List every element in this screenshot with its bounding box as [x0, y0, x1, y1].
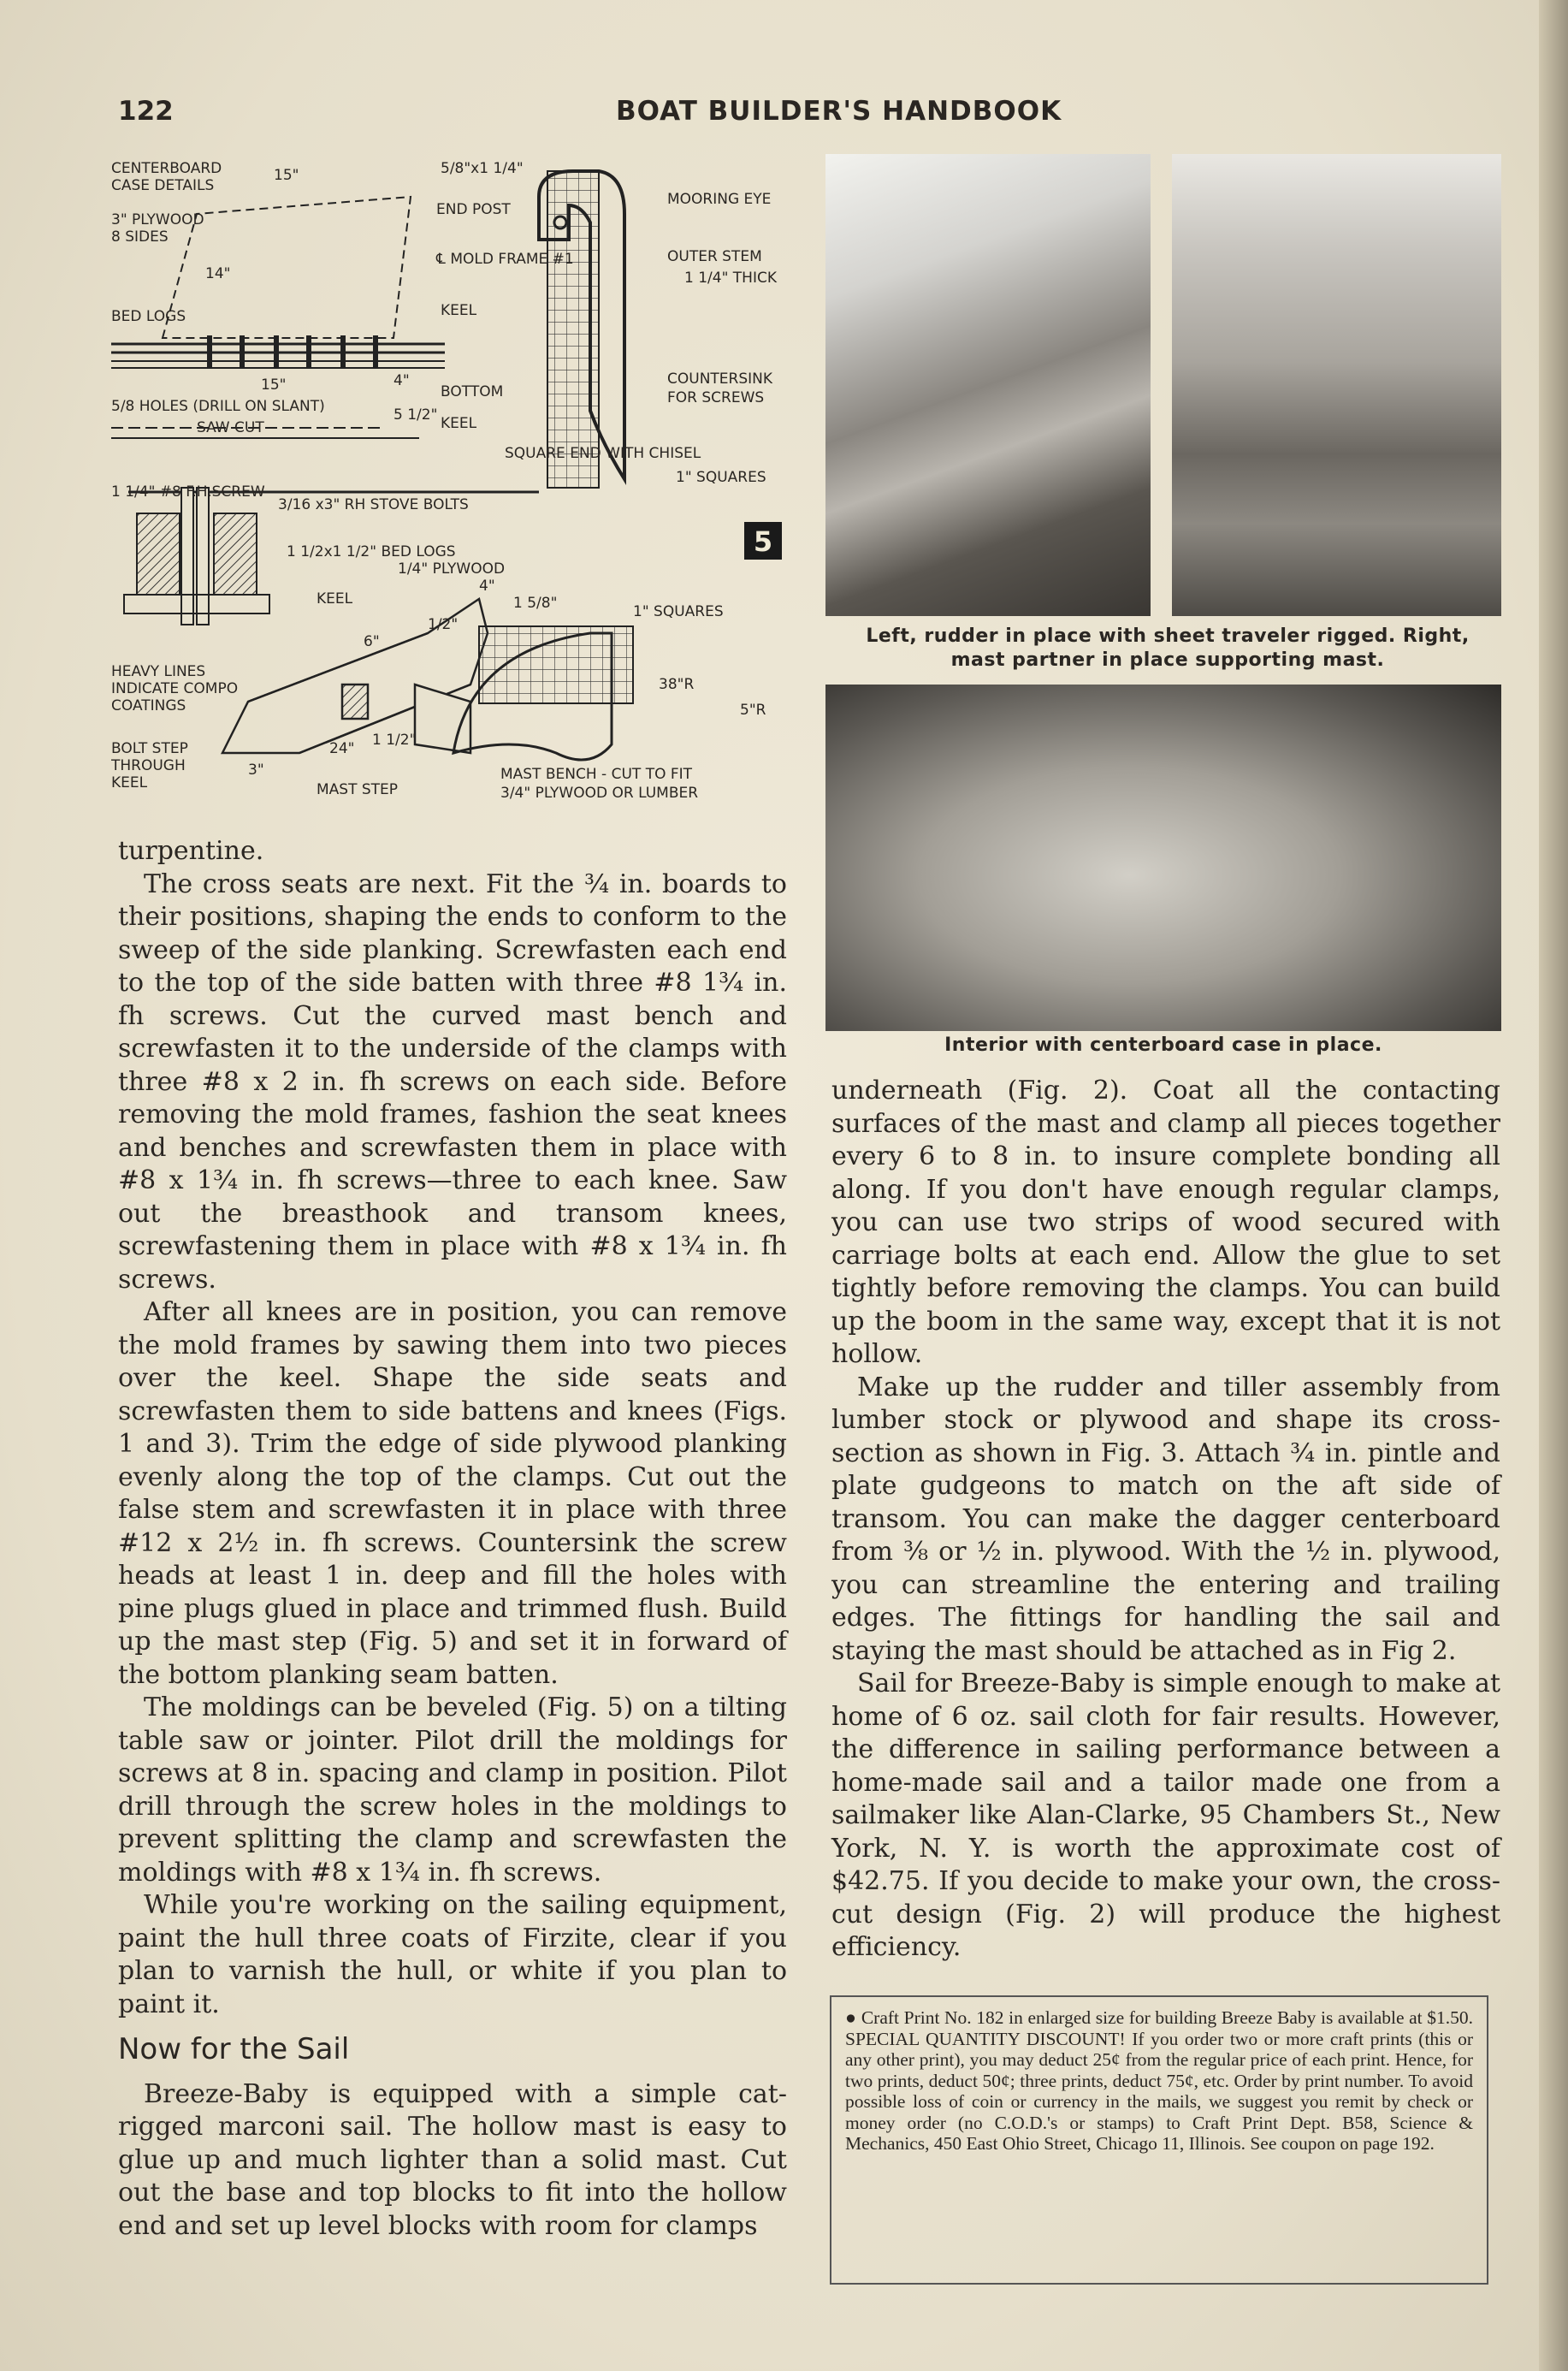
paragraph: underneath (Fig. 2). Coat all the contacting surfaces of the mast and clamp all pieces together every 6 to 8 in. to insure complete bonding all along. If you don't have enough regular clamps, you can use two strips of wood secured with carriage bolts at each end. Allow the glue to set tightly before removing the clamps. You can build up the boom in the same way, except that it is not hollow.	[831, 1076, 1500, 1369]
label-stove-bolts: 3/16 x3" RH STOVE BOLTS	[278, 496, 469, 513]
label-dim-3: 3"	[248, 762, 264, 779]
label-keel-3: KEEL	[317, 590, 353, 608]
left-column	[118, 835, 787, 2243]
paragraph: After all knees are in position, you can remove the mold frames by sawing them into two pieces over the keel. Shape the side seats and screwfasten them to side battens and knees (Figs. 1 and 3). Trim the edge of side plywood planking evenly along the top of the clamps. Cut out the false stem and screwfasten it in place with three #12 x 2½ in. fh screws. Countersink the screw heads at least 1 in. deep and fill the holes with pine plugs glued in place and trimmed flush. Build up the mast step (Fig. 5) and set it in forward of the bottom planking seam batten.	[118, 1297, 787, 1690]
label-thick: 1 1/4" THICK	[684, 270, 778, 287]
label-dim-14: 14"	[205, 265, 231, 282]
label-bed-logs: BED LOGS	[111, 308, 186, 325]
page-gutter	[1539, 0, 1568, 2371]
label-plywood-sides-1: 3" PLYWOOD	[111, 211, 204, 228]
label-end-post: END POST	[436, 201, 511, 218]
page-number: 122	[118, 96, 174, 127]
label-heavy-lines-3: COATINGS	[111, 697, 186, 714]
label-bolt-step-1: BOLT STEP	[111, 740, 188, 757]
paragraph: Breeze-Baby is equipped with a simple cat-rigged marconi sail. The hollow mast is easy to glue up and much lighter than a solid mast. Cut out the base and top blocks to fit into the hollow end and set up level blocks with room for clamps	[118, 2078, 787, 2241]
paragraph: The moldings can be beveled (Fig. 5) on a tilting table saw or jointer. Pilot drill the moldings for screws at 8 in. spacing and clamp in position. Pilot drill through the screw holes in the moldings to prevent splitting the clamp and screwfasten the moldings with #8 x 1¾ in. fh screws.	[118, 1692, 787, 1888]
label-dim-5-5: 5 1/2"	[393, 406, 438, 424]
label-dim-5-8x1-1-4: 5/8"x1 1/4"	[441, 160, 524, 177]
label-dim-4: 4"	[393, 372, 410, 389]
right-column	[831, 1075, 1500, 1965]
label-mast-bench-1: MAST BENCH - CUT TO FIT	[500, 766, 693, 783]
label-heavy-lines-2: INDICATE COMPO	[111, 680, 239, 697]
label-dim-4b: 4"	[479, 578, 495, 595]
mast-bench-grid	[479, 626, 633, 703]
label-outer-stem: OUTER STEM	[667, 248, 762, 265]
label-mooring-eye: MOORING EYE	[667, 191, 772, 208]
label-keel-2: KEEL	[441, 415, 477, 432]
label-squares-1: 1" SQUARES	[676, 469, 766, 486]
label-squares-2: 1" SQUARES	[633, 603, 724, 620]
label-bottom: BOTTOM	[441, 383, 504, 400]
label-r5: 5"R	[740, 702, 766, 719]
label-cb-title-2: CASE DETAILS	[111, 177, 215, 194]
running-title: BOAT BUILDER'S HANDBOOK	[616, 96, 1062, 127]
caption-top: Left, rudder in place with sheet traveler rigged. Right, mast partner in place supporting mast.	[866, 625, 1470, 671]
section-heading: Now for the Sail	[118, 2032, 350, 2066]
bed-log-section	[124, 488, 269, 625]
label-bolt-step-3: KEEL	[111, 774, 148, 791]
label-heavy-lines-1: HEAVY LINES	[111, 663, 206, 680]
label-dim-6: 6"	[364, 633, 380, 650]
label-saw-cut: SAW CUT	[197, 419, 264, 436]
paragraph: Sail for Breeze-Baby is simple enough to make at home of 6 oz. sail cloth for fair results. However, the difference in sailing performance between a home-made sail and a tailor made one from a sailmaker like Alan-Clarke, 95 Chambers St., New York, N. Y. is worth the approximate cost of $42.75. If you decide to make your own, the cross-cut design (Fig. 2) will produce the highest efficiency.	[831, 1669, 1500, 1962]
label-mold-frame: ℄ MOLD FRAME #1	[436, 251, 574, 268]
label-square-end: SQUARE END WITH CHISEL	[505, 445, 701, 462]
paragraph: While you're working on the sailing equipment, paint the hull three coats of Firzite, clear if you plan to varnish the hull, or white if you plan to paint it.	[118, 1890, 787, 2019]
label-plywood-sides-2: 8 SIDES	[111, 228, 169, 246]
label-dim-15-8: 1 5/8"	[513, 595, 558, 612]
label-cb-title-1: CENTERBOARD	[111, 160, 222, 177]
label-countersink-1: COUNTERSINK	[667, 370, 773, 388]
photo-mast-partner	[1172, 154, 1501, 616]
paragraph: Make up the rudder and tiller assembly from lumber stock or plywood and shape its cross-section as shown in Fig. 3. Attach ¾ in. pintle and plate gudgeons to match on the aft side of transom. You can make the dagger centerboard from ⅜ or ½ in. plywood. With the ½ in. plywood, you can streamline the entering and trailing edges. The fittings for handling the sail and staying the mast should be attached as in Fig 2.	[831, 1372, 1500, 1666]
label-dim-1-5: 1 1/2"	[372, 732, 417, 749]
figure-5-diagram	[111, 154, 813, 813]
label-keel-1: KEEL	[441, 302, 477, 319]
paragraph: The cross seats are next. Fit the ¾ in. boards to their positions, shaping the ends to conform to the sweep of the side planking. Screwfasten each end to the top of the side batten with three #8 1¾ in. fh screws. Cut the curved mast bench and screwfasten it to the underside of the clamps with three #8 x 2 in. fh screws on each side. Before removing the mold frames, fashion the seat knees and benches and screwfasten them in place with #8 x 1¾ in. fh screws—three to each knee. Saw out the breasthook and transom knees, screwfastening them in place with #8 x 1¾ in. fh screws.	[118, 868, 787, 1295]
label-dim-15-top: 15"	[274, 167, 299, 184]
craft-print-notice: ● Craft Print No. 182 in enlarged size for building Breeze Baby is available at $1.50. SPECIAL QUANTITY DISCOUNT! If you order two or more craft prints (this or any other print), you may deduct 25¢ from the regular price of each print. Hence, for two prints, deduct 50¢; three prints, deduct 75¢, etc. Order by print number. To avoid possible loss of coin or currency in the mails, we suggest you remit by check or money order (no C.O.D.'s or stamps) to Craft Print Dept. B58, Science & Mechanics, 450 East Ohio Street, Chicago 11, Illinois. See coupon on page 192.	[830, 1995, 1488, 2285]
centerboard-case-drawing	[111, 197, 539, 492]
label-countersink-2: FOR SCREWS	[667, 389, 765, 406]
photo-interior	[825, 685, 1501, 1031]
label-dim-1-2: 1/2"	[428, 616, 459, 633]
label-fh-screw: 1 1/4" #8 F.H.SCREW	[111, 483, 265, 501]
figure-number: 5	[753, 525, 773, 558]
label-mast-step: MAST STEP	[317, 781, 399, 798]
label-dim-24: 24"	[329, 740, 355, 757]
caption-bottom: Interior with centerboard case in place.	[944, 1034, 1382, 1056]
label-dim-15-low: 15"	[261, 376, 287, 394]
label-bed-logs-2: 1 1/2x1 1/2" BED LOGS	[287, 543, 456, 560]
label-bolt-step-2: THROUGH	[111, 757, 186, 774]
label-mast-bench-2: 3/4" PLYWOOD OR LUMBER	[500, 785, 699, 802]
paragraph: turpentine.	[118, 836, 264, 866]
label-r38: 38"R	[659, 676, 695, 693]
label-holes: 5/8 HOLES (DRILL ON SLANT)	[111, 398, 325, 415]
photo-rudder	[825, 154, 1151, 616]
label-plywood-4: 1/4" PLYWOOD	[398, 560, 506, 578]
